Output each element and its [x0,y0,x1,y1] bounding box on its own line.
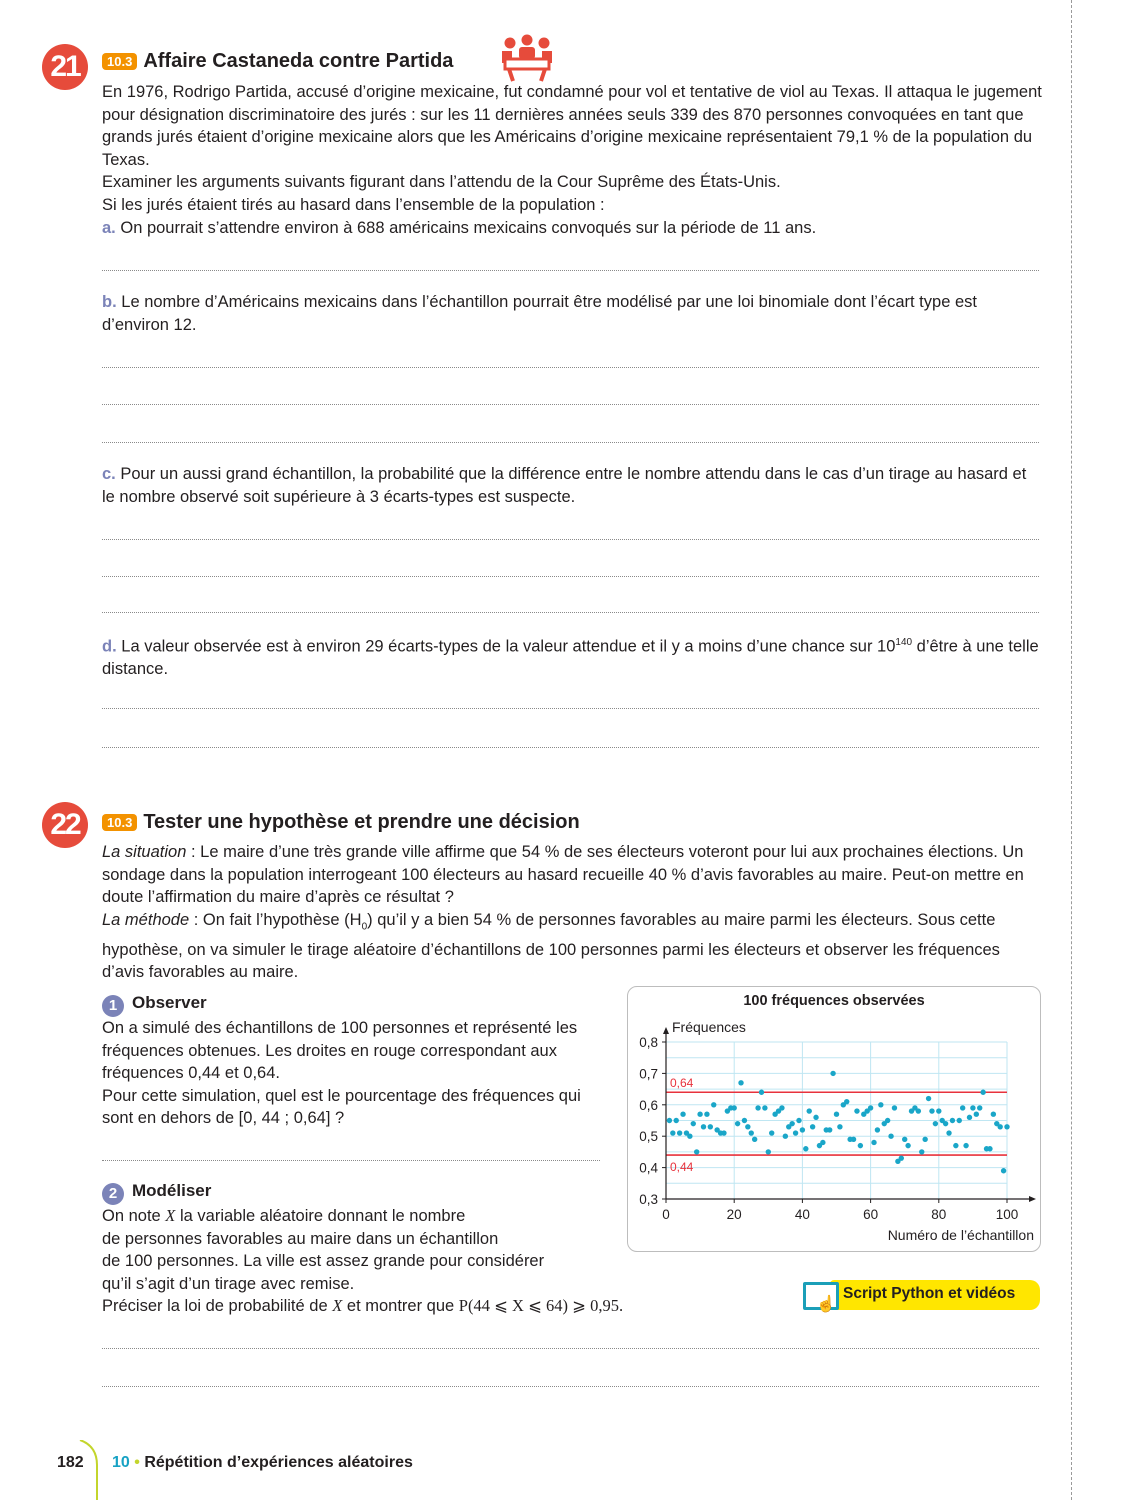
answer-line[interactable] [102,367,1039,368]
step-title: Observer [132,993,207,1012]
hand-pointer-icon: ☝ [816,1296,836,1313]
answer-line[interactable] [102,404,1039,405]
intro-paragraph: En 1976, Rodrigo Partida, accusé d’origine mexicaine, fut condamné pour vol et tentative de viol au Texas. Il attaqua le jugement pour désignation discriminatoire des jurés : sur les 11 dernières années seuls 339 des 870 personnes convoquées en tant que grands jurés étaient d’origine mexicaine alors que les Américains d’origine mexicaine représentaient 79,1 % de la population du Texas. [102,83,1042,169]
svg-text:0,3: 0,3 [639,1192,658,1207]
svg-text:100: 100 [995,1207,1019,1222]
answer-line[interactable] [102,708,1039,709]
svg-text:Fréquences: Fréquences [672,1019,746,1035]
intro-condition: Si les jurés étaient tirés au hasard dans l’ensemble de la population : [102,195,605,214]
answer-line[interactable] [102,612,1039,613]
question-b: b. Le nombre d’Américains mexicains dans l’échantillon pourrait être modélisé par une loi binomiale dont l’écart type est d’environ 12. [102,293,977,334]
answer-line[interactable] [102,442,1039,443]
svg-text:0,5: 0,5 [639,1129,658,1145]
method-paragraph: La méthode : On fait l’hypothèse $(H_0)$ qu’il y a bien 54 % de personnes favorables au maire parmi les électeurs. Sous cette hypothèse, on va simuler le tirage aléatoire d’échantillons de 100 personnes parmi les électeurs et observer les fréquences d’avis favorables au maire. [102,910,1000,982]
answer-line[interactable] [102,1160,600,1161]
script-python-videos-button[interactable]: ☝ Script Python et vidéos [800,1278,1040,1312]
svg-text:0,4: 0,4 [639,1160,658,1176]
step1 [102,992,592,1130]
step-question: Pour cette simulation, quel est le pourcentage des fréquences qui sont en dehors de [0, 44 ; 0,64] ? [102,1086,581,1128]
question-a: a. On pourrait s’attendre environ à 688 américains mexicains convoqués sur la période de 11 ans. [102,218,817,237]
answer-line[interactable] [102,576,1039,577]
answer-line[interactable] [102,1386,1039,1387]
chapter-title: 10 • Répétition d’expériences aléatoires [112,1454,413,1471]
svg-text:0,64: 0,64 [670,1076,694,1091]
answer-line[interactable] [102,539,1039,540]
frequency-chart [627,986,1041,1252]
question-c: c. Pour un aussi grand échantillon, la probabilité que la différence entre le nombre attendu dans le cas d’un tirage au hasard et le nombre observé soit supérieure à 3 écarts-types est suspecte. [102,465,1027,506]
exercise-title-text: Tester une hypothèse et prendre une décision [143,811,580,833]
exercise22-intro [102,841,1042,984]
chart-title: 100 fréquences observées [743,993,925,1009]
svg-text:Numéro de l’échantillon: Numéro de l’échantillon [887,1227,1034,1243]
step-number-badge: 2 [102,1183,124,1205]
svg-text:0,6: 0,6 [639,1097,658,1113]
exercise-number-badge: 22 [42,802,88,848]
exercise-title-text: Affaire Castaneda contre Partida [143,50,454,72]
svg-text:80: 80 [931,1207,947,1222]
situation-paragraph: La situation : Le maire d’une très grande ville affirme que 54 % de ses électeurs voteront pour lui aux prochaines élections. Un sondage dans la population interrogeant 100 électeurs au hasard recueille 40 % d’avis favorables au maire. Peut-on mettre en doute l’affirmation du maire d’après ce résultat ? [102,843,1024,907]
answer-line[interactable] [102,270,1039,271]
meeting-table-icon [497,34,557,82]
svg-text:0,44: 0,44 [670,1160,694,1175]
step-text: On a simulé des échantillons de 100 personnes et représenté les fréquences obtenues. Les droites en rouge correspondant aux fréquences 0,44 et 0,64. [102,1019,578,1083]
svg-text:0: 0 [662,1207,670,1222]
answer-line[interactable] [102,1348,1039,1349]
lesson-tag: 10.3 [102,53,137,70]
exercise21-intro [102,81,1042,239]
svg-text:60: 60 [863,1207,879,1222]
step2: 2 Modéliser On note X la variable aléatoire donnant le nombre de personnes favorables au maire dans un échantillon de 100 personnes. La ville est assez grande pour considérer qu’il s’agit d’un tirage avec remise. Préciser la loi de probabilité de X et montrer que P(44 ⩽ X ⩽ 64) ⩾ 0,95. [102,1181,624,1316]
exercise-number-badge: 21 [42,44,88,90]
intro-instruction: Examiner les arguments suivants figurant dans l’attendu de la Cour Suprême des États-Unis. [102,173,781,192]
step-title: Modéliser [132,1181,212,1200]
svg-text:0,8: 0,8 [639,1035,658,1050]
page-number: 182 [57,1454,84,1471]
svg-text:0,7: 0,7 [639,1066,658,1082]
question-d: d. La valeur observée est à environ 29 écarts-types de la valeur attendue et il y a moins d’une chance sur $10^{140}$ d’être à une telle distance. [102,637,1039,679]
scatter-plot [628,987,1040,1251]
exercise-title [102,50,453,73]
exercise-title [102,811,580,834]
page-footer [0,1450,600,1500]
svg-text:20: 20 [726,1207,742,1222]
page-cut-line [1071,0,1072,1500]
lesson-tag: 10.3 [102,814,137,831]
answer-line[interactable] [102,747,1039,748]
probability-formula: P(44 ⩽ X ⩽ 64) ⩾ 0,95. [458,1296,624,1316]
step-number-badge: 1 [102,995,124,1017]
svg-text:40: 40 [794,1207,810,1222]
